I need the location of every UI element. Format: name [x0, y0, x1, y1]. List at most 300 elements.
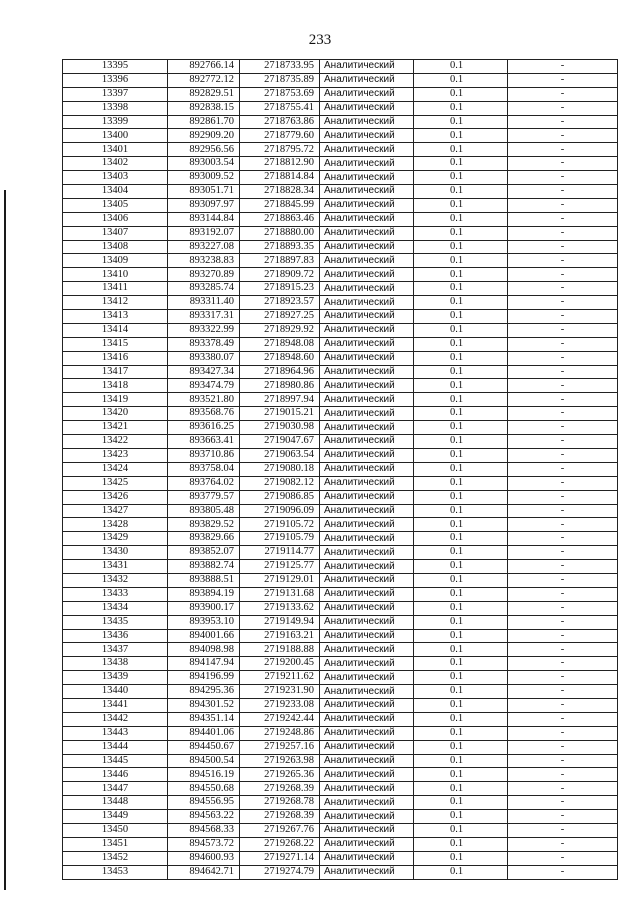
x-coordinate-cell: 893882.74: [168, 560, 240, 574]
method-cell: Аналитический: [320, 712, 414, 726]
table-row: [63, 490, 618, 504]
y-coordinate-cell: 2718812.90: [240, 157, 320, 171]
x-coordinate-cell: 893521.80: [168, 393, 240, 407]
x-coordinate-cell: 893317.31: [168, 310, 240, 324]
note-cell: -: [508, 476, 618, 490]
point-id-cell: 13398: [63, 101, 168, 115]
method-cell: Аналитический: [320, 268, 414, 282]
x-coordinate-cell: 892909.20: [168, 129, 240, 143]
x-coordinate-cell: 893144.84: [168, 212, 240, 226]
method-cell: Аналитический: [320, 435, 414, 449]
accuracy-cell: 0.1: [414, 601, 508, 615]
x-coordinate-cell: 893003.54: [168, 157, 240, 171]
scan-edge-bar: [4, 190, 6, 890]
x-coordinate-cell: 893764.02: [168, 476, 240, 490]
y-coordinate-cell: 2718814.84: [240, 171, 320, 185]
y-coordinate-cell: 2719233.08: [240, 698, 320, 712]
x-coordinate-cell: 894001.66: [168, 629, 240, 643]
method-cell: Аналитический: [320, 837, 414, 851]
table-row: [63, 254, 618, 268]
accuracy-cell: 0.1: [414, 407, 508, 421]
table-row: [63, 337, 618, 351]
accuracy-cell: 0.1: [414, 796, 508, 810]
point-id-cell: 13411: [63, 282, 168, 296]
table-row: [63, 185, 618, 199]
method-cell: Аналитический: [320, 601, 414, 615]
accuracy-cell: 0.1: [414, 421, 508, 435]
method-cell: Аналитический: [320, 657, 414, 671]
point-id-cell: 13414: [63, 323, 168, 337]
table-row: [63, 768, 618, 782]
note-cell: -: [508, 185, 618, 199]
table-row: [63, 282, 618, 296]
y-coordinate-cell: 2718997.94: [240, 393, 320, 407]
accuracy-cell: 0.1: [414, 587, 508, 601]
method-cell: Аналитический: [320, 379, 414, 393]
method-cell: Аналитический: [320, 157, 414, 171]
y-coordinate-cell: 2718779.60: [240, 129, 320, 143]
note-cell: -: [508, 448, 618, 462]
note-cell: -: [508, 129, 618, 143]
y-coordinate-cell: 2719274.79: [240, 865, 320, 879]
table-body: [63, 60, 618, 880]
x-coordinate-cell: 892838.15: [168, 101, 240, 115]
note-cell: -: [508, 240, 618, 254]
point-id-cell: 13451: [63, 837, 168, 851]
y-coordinate-cell: 2719086.85: [240, 490, 320, 504]
point-id-cell: 13427: [63, 504, 168, 518]
accuracy-cell: 0.1: [414, 143, 508, 157]
note-cell: -: [508, 73, 618, 87]
y-coordinate-cell: 2718863.46: [240, 212, 320, 226]
y-coordinate-cell: 2718763.86: [240, 115, 320, 129]
method-cell: Аналитический: [320, 393, 414, 407]
table-row: [63, 560, 618, 574]
accuracy-cell: 0.1: [414, 212, 508, 226]
y-coordinate-cell: 2719257.16: [240, 740, 320, 754]
point-id-cell: 13404: [63, 185, 168, 199]
x-coordinate-cell: 893270.89: [168, 268, 240, 282]
y-coordinate-cell: 2719248.86: [240, 726, 320, 740]
accuracy-cell: 0.1: [414, 851, 508, 865]
x-coordinate-cell: 892861.70: [168, 115, 240, 129]
x-coordinate-cell: 893378.49: [168, 337, 240, 351]
method-cell: Аналитический: [320, 226, 414, 240]
x-coordinate-cell: 893285.74: [168, 282, 240, 296]
x-coordinate-cell: 894563.22: [168, 810, 240, 824]
y-coordinate-cell: 2719125.77: [240, 560, 320, 574]
note-cell: -: [508, 379, 618, 393]
y-coordinate-cell: 2719114.77: [240, 546, 320, 560]
note-cell: -: [508, 726, 618, 740]
table-row: [63, 865, 618, 879]
method-cell: Аналитический: [320, 171, 414, 185]
note-cell: -: [508, 671, 618, 685]
point-id-cell: 13419: [63, 393, 168, 407]
method-cell: Аналитический: [320, 421, 414, 435]
accuracy-cell: 0.1: [414, 685, 508, 699]
accuracy-cell: 0.1: [414, 254, 508, 268]
accuracy-cell: 0.1: [414, 310, 508, 324]
point-id-cell: 13409: [63, 254, 168, 268]
point-id-cell: 13448: [63, 796, 168, 810]
point-id-cell: 13416: [63, 351, 168, 365]
accuracy-cell: 0.1: [414, 629, 508, 643]
accuracy-cell: 0.1: [414, 448, 508, 462]
note-cell: -: [508, 115, 618, 129]
point-id-cell: 13428: [63, 518, 168, 532]
note-cell: -: [508, 143, 618, 157]
point-id-cell: 13410: [63, 268, 168, 282]
method-cell: Аналитический: [320, 851, 414, 865]
method-cell: Аналитический: [320, 810, 414, 824]
x-coordinate-cell: 893779.57: [168, 490, 240, 504]
table-row: [63, 171, 618, 185]
note-cell: -: [508, 296, 618, 310]
note-cell: -: [508, 754, 618, 768]
table-row: [63, 601, 618, 615]
method-cell: Аналитический: [320, 198, 414, 212]
point-id-cell: 13405: [63, 198, 168, 212]
x-coordinate-cell: 892766.14: [168, 60, 240, 74]
y-coordinate-cell: 2719265.36: [240, 768, 320, 782]
method-cell: Аналитический: [320, 462, 414, 476]
point-id-cell: 13446: [63, 768, 168, 782]
point-id-cell: 13435: [63, 615, 168, 629]
method-cell: Аналитический: [320, 282, 414, 296]
note-cell: -: [508, 282, 618, 296]
x-coordinate-cell: 893829.52: [168, 518, 240, 532]
method-cell: Аналитический: [320, 101, 414, 115]
accuracy-cell: 0.1: [414, 87, 508, 101]
table-row: [63, 268, 618, 282]
accuracy-cell: 0.1: [414, 73, 508, 87]
table-row: [63, 101, 618, 115]
note-cell: -: [508, 212, 618, 226]
y-coordinate-cell: 2719200.45: [240, 657, 320, 671]
y-coordinate-cell: 2718909.72: [240, 268, 320, 282]
accuracy-cell: 0.1: [414, 365, 508, 379]
y-coordinate-cell: 2719030.98: [240, 421, 320, 435]
table-row: [63, 60, 618, 74]
point-id-cell: 13436: [63, 629, 168, 643]
table-row: [63, 296, 618, 310]
coordinates-table: [62, 59, 618, 880]
note-cell: -: [508, 504, 618, 518]
note-cell: -: [508, 532, 618, 546]
x-coordinate-cell: 893900.17: [168, 601, 240, 615]
x-coordinate-cell: 893852.07: [168, 546, 240, 560]
accuracy-cell: 0.1: [414, 129, 508, 143]
note-cell: -: [508, 823, 618, 837]
y-coordinate-cell: 2718880.00: [240, 226, 320, 240]
y-coordinate-cell: 2719131.68: [240, 587, 320, 601]
x-coordinate-cell: 893805.48: [168, 504, 240, 518]
method-cell: Аналитический: [320, 60, 414, 74]
method-cell: Аналитический: [320, 587, 414, 601]
accuracy-cell: 0.1: [414, 323, 508, 337]
accuracy-cell: 0.1: [414, 823, 508, 837]
y-coordinate-cell: 2719268.22: [240, 837, 320, 851]
accuracy-cell: 0.1: [414, 657, 508, 671]
note-cell: -: [508, 393, 618, 407]
y-coordinate-cell: 2719015.21: [240, 407, 320, 421]
note-cell: -: [508, 546, 618, 560]
accuracy-cell: 0.1: [414, 282, 508, 296]
method-cell: Аналитический: [320, 476, 414, 490]
accuracy-cell: 0.1: [414, 379, 508, 393]
method-cell: Аналитический: [320, 448, 414, 462]
accuracy-cell: 0.1: [414, 643, 508, 657]
table-row: [63, 726, 618, 740]
table-row: [63, 351, 618, 365]
table-row: [63, 115, 618, 129]
point-id-cell: 13443: [63, 726, 168, 740]
point-id-cell: 13447: [63, 782, 168, 796]
y-coordinate-cell: 2718893.35: [240, 240, 320, 254]
method-cell: Аналитический: [320, 740, 414, 754]
accuracy-cell: 0.1: [414, 546, 508, 560]
accuracy-cell: 0.1: [414, 518, 508, 532]
accuracy-cell: 0.1: [414, 351, 508, 365]
accuracy-cell: 0.1: [414, 490, 508, 504]
table-row: [63, 698, 618, 712]
accuracy-cell: 0.1: [414, 768, 508, 782]
table-row: [63, 407, 618, 421]
y-coordinate-cell: 2718980.86: [240, 379, 320, 393]
accuracy-cell: 0.1: [414, 573, 508, 587]
x-coordinate-cell: 894573.72: [168, 837, 240, 851]
y-coordinate-cell: 2719231.90: [240, 685, 320, 699]
method-cell: Аналитический: [320, 865, 414, 879]
note-cell: -: [508, 851, 618, 865]
note-cell: -: [508, 796, 618, 810]
x-coordinate-cell: 894556.95: [168, 796, 240, 810]
table-row: [63, 73, 618, 87]
accuracy-cell: 0.1: [414, 101, 508, 115]
accuracy-cell: 0.1: [414, 240, 508, 254]
point-id-cell: 13406: [63, 212, 168, 226]
table-row: [63, 421, 618, 435]
note-cell: -: [508, 712, 618, 726]
x-coordinate-cell: 892772.12: [168, 73, 240, 87]
note-cell: -: [508, 865, 618, 879]
point-id-cell: 13432: [63, 573, 168, 587]
note-cell: -: [508, 837, 618, 851]
note-cell: -: [508, 615, 618, 629]
x-coordinate-cell: 894351.14: [168, 712, 240, 726]
y-coordinate-cell: 2719271.14: [240, 851, 320, 865]
method-cell: Аналитический: [320, 337, 414, 351]
table-row: [63, 754, 618, 768]
x-coordinate-cell: 894196.99: [168, 671, 240, 685]
point-id-cell: 13422: [63, 435, 168, 449]
y-coordinate-cell: 2718929.92: [240, 323, 320, 337]
method-cell: Аналитический: [320, 615, 414, 629]
point-id-cell: 13399: [63, 115, 168, 129]
method-cell: Аналитический: [320, 546, 414, 560]
note-cell: -: [508, 351, 618, 365]
table-row: [63, 198, 618, 212]
method-cell: Аналитический: [320, 407, 414, 421]
table-row: [63, 157, 618, 171]
point-id-cell: 13418: [63, 379, 168, 393]
note-cell: -: [508, 685, 618, 699]
y-coordinate-cell: 2719129.01: [240, 573, 320, 587]
note-cell: -: [508, 629, 618, 643]
accuracy-cell: 0.1: [414, 698, 508, 712]
y-coordinate-cell: 2719080.18: [240, 462, 320, 476]
x-coordinate-cell: 893238.83: [168, 254, 240, 268]
accuracy-cell: 0.1: [414, 532, 508, 546]
x-coordinate-cell: 892956.56: [168, 143, 240, 157]
y-coordinate-cell: 2719082.12: [240, 476, 320, 490]
method-cell: Аналитический: [320, 782, 414, 796]
note-cell: -: [508, 435, 618, 449]
accuracy-cell: 0.1: [414, 198, 508, 212]
x-coordinate-cell: 894295.36: [168, 685, 240, 699]
y-coordinate-cell: 2719263.98: [240, 754, 320, 768]
y-coordinate-cell: 2718927.25: [240, 310, 320, 324]
note-cell: -: [508, 587, 618, 601]
table-row: [63, 518, 618, 532]
table-row: [63, 685, 618, 699]
x-coordinate-cell: 893009.52: [168, 171, 240, 185]
method-cell: Аналитический: [320, 129, 414, 143]
method-cell: Аналитический: [320, 73, 414, 87]
x-coordinate-cell: 893380.07: [168, 351, 240, 365]
x-coordinate-cell: 892829.51: [168, 87, 240, 101]
accuracy-cell: 0.1: [414, 810, 508, 824]
table-row: [63, 393, 618, 407]
accuracy-cell: 0.1: [414, 435, 508, 449]
table-row: [63, 435, 618, 449]
x-coordinate-cell: 893474.79: [168, 379, 240, 393]
accuracy-cell: 0.1: [414, 754, 508, 768]
point-id-cell: 13403: [63, 171, 168, 185]
point-id-cell: 13424: [63, 462, 168, 476]
method-cell: Аналитический: [320, 365, 414, 379]
x-coordinate-cell: 893710.86: [168, 448, 240, 462]
point-id-cell: 13417: [63, 365, 168, 379]
note-cell: -: [508, 407, 618, 421]
accuracy-cell: 0.1: [414, 60, 508, 74]
note-cell: -: [508, 337, 618, 351]
table-row: [63, 240, 618, 254]
method-cell: Аналитический: [320, 573, 414, 587]
table-row: [63, 462, 618, 476]
accuracy-cell: 0.1: [414, 560, 508, 574]
table-row: [63, 504, 618, 518]
x-coordinate-cell: 893758.04: [168, 462, 240, 476]
y-coordinate-cell: 2718948.60: [240, 351, 320, 365]
y-coordinate-cell: 2719047.67: [240, 435, 320, 449]
x-coordinate-cell: 894098.98: [168, 643, 240, 657]
method-cell: Аналитический: [320, 310, 414, 324]
y-coordinate-cell: 2719133.62: [240, 601, 320, 615]
method-cell: Аналитический: [320, 532, 414, 546]
x-coordinate-cell: 893311.40: [168, 296, 240, 310]
accuracy-cell: 0.1: [414, 171, 508, 185]
point-id-cell: 13408: [63, 240, 168, 254]
x-coordinate-cell: 894568.33: [168, 823, 240, 837]
y-coordinate-cell: 2719149.94: [240, 615, 320, 629]
x-coordinate-cell: 893322.99: [168, 323, 240, 337]
y-coordinate-cell: 2718735.89: [240, 73, 320, 87]
table-row: [63, 379, 618, 393]
table-row: [63, 643, 618, 657]
point-id-cell: 13433: [63, 587, 168, 601]
point-id-cell: 13407: [63, 226, 168, 240]
point-id-cell: 13397: [63, 87, 168, 101]
x-coordinate-cell: 893888.51: [168, 573, 240, 587]
y-coordinate-cell: 2719105.79: [240, 532, 320, 546]
x-coordinate-cell: 893894.19: [168, 587, 240, 601]
point-id-cell: 13426: [63, 490, 168, 504]
table-row: [63, 323, 618, 337]
y-coordinate-cell: 2718753.69: [240, 87, 320, 101]
note-cell: -: [508, 601, 618, 615]
y-coordinate-cell: 2718828.34: [240, 185, 320, 199]
y-coordinate-cell: 2719105.72: [240, 518, 320, 532]
accuracy-cell: 0.1: [414, 185, 508, 199]
x-coordinate-cell: 894401.06: [168, 726, 240, 740]
method-cell: Аналитический: [320, 143, 414, 157]
method-cell: Аналитический: [320, 504, 414, 518]
note-cell: -: [508, 365, 618, 379]
method-cell: Аналитический: [320, 351, 414, 365]
point-id-cell: 13444: [63, 740, 168, 754]
table-row: [63, 837, 618, 851]
table-row: [63, 796, 618, 810]
note-cell: -: [508, 657, 618, 671]
accuracy-cell: 0.1: [414, 726, 508, 740]
y-coordinate-cell: 2718915.23: [240, 282, 320, 296]
point-id-cell: 13445: [63, 754, 168, 768]
point-id-cell: 13438: [63, 657, 168, 671]
y-coordinate-cell: 2718733.95: [240, 60, 320, 74]
method-cell: Аналитический: [320, 518, 414, 532]
point-id-cell: 13412: [63, 296, 168, 310]
point-id-cell: 13421: [63, 421, 168, 435]
accuracy-cell: 0.1: [414, 296, 508, 310]
note-cell: -: [508, 518, 618, 532]
note-cell: -: [508, 782, 618, 796]
table-row: [63, 476, 618, 490]
note-cell: -: [508, 310, 618, 324]
method-cell: Аналитический: [320, 296, 414, 310]
y-coordinate-cell: 2719096.09: [240, 504, 320, 518]
x-coordinate-cell: 893953.10: [168, 615, 240, 629]
x-coordinate-cell: 894516.19: [168, 768, 240, 782]
point-id-cell: 13395: [63, 60, 168, 74]
point-id-cell: 13429: [63, 532, 168, 546]
page-number: 233: [308, 32, 332, 48]
accuracy-cell: 0.1: [414, 712, 508, 726]
x-coordinate-cell: 893568.76: [168, 407, 240, 421]
point-id-cell: 13400: [63, 129, 168, 143]
note-cell: -: [508, 101, 618, 115]
note-cell: -: [508, 323, 618, 337]
y-coordinate-cell: 2719242.44: [240, 712, 320, 726]
accuracy-cell: 0.1: [414, 671, 508, 685]
point-id-cell: 13440: [63, 685, 168, 699]
accuracy-cell: 0.1: [414, 865, 508, 879]
accuracy-cell: 0.1: [414, 504, 508, 518]
table-row: [63, 587, 618, 601]
point-id-cell: 13439: [63, 671, 168, 685]
table-row: [63, 629, 618, 643]
